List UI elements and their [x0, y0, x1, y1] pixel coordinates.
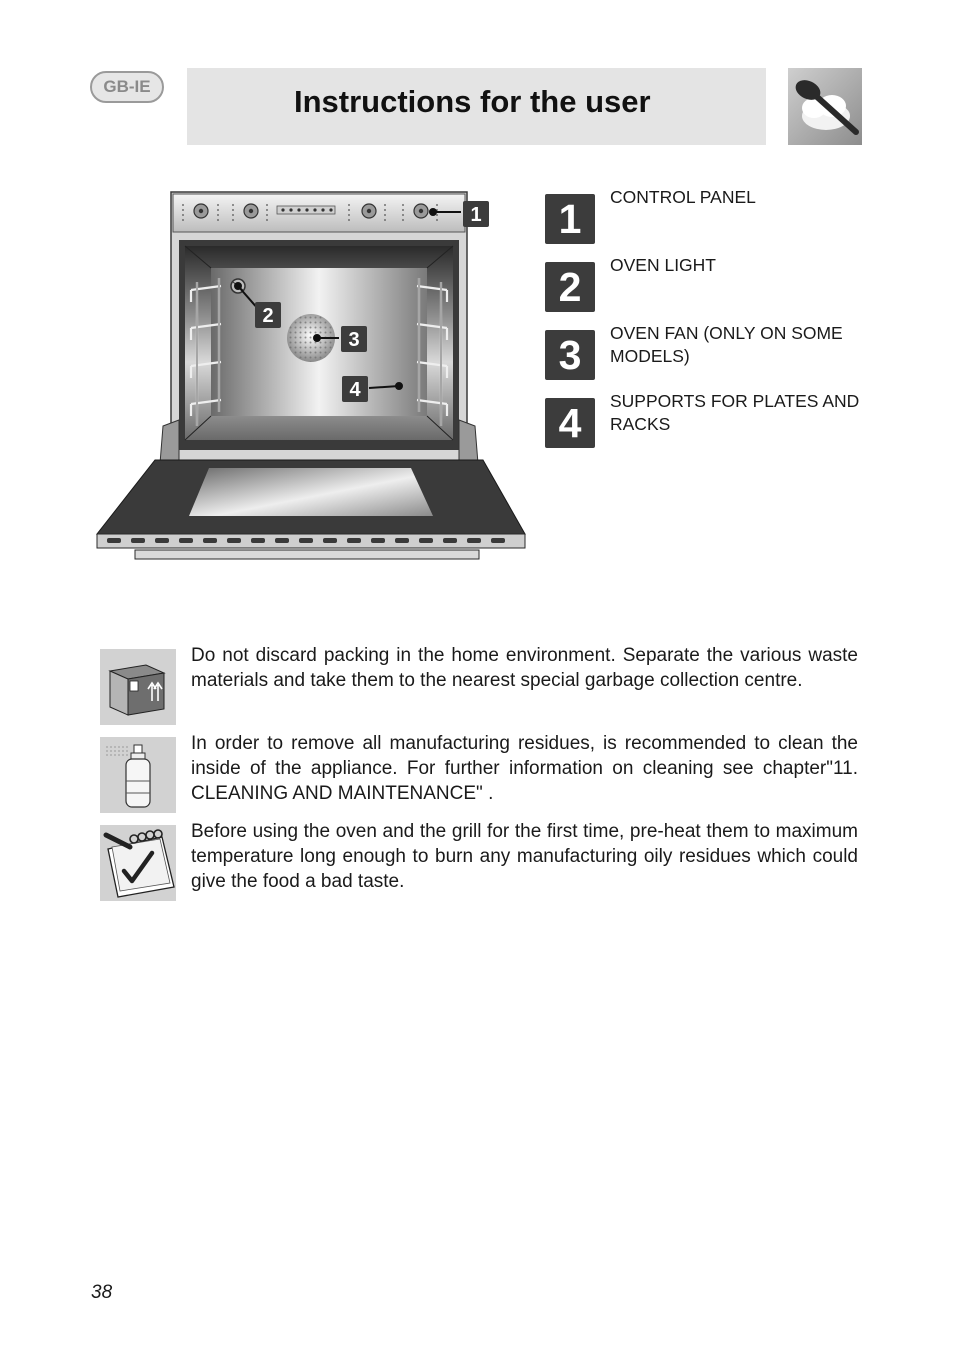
legend-item-supports [545, 390, 865, 444]
legend-label: OVEN LIGHT [610, 255, 716, 275]
note-text: In order to remove all manufacturing residues, is recommended to clean the inside of the appliance. For further information on cleaning see chapter"11. CLEANING AND MAINTENANCE" . [191, 733, 858, 804]
notepad-check-icon [100, 825, 176, 901]
legend-item-oven-light [545, 254, 865, 308]
legend-item-oven-fan [545, 322, 865, 376]
callout-2: 2 [262, 305, 274, 327]
legend-number: 2 [545, 262, 595, 312]
page-number: 38 [91, 1282, 113, 1303]
spray-can-icon [100, 737, 176, 813]
title-band [187, 68, 766, 145]
legend-number: 3 [545, 330, 595, 380]
oven-door [97, 460, 525, 559]
callout-4: 4 [349, 379, 361, 401]
legend-item-control-panel [545, 186, 865, 240]
recycle-box-icon [100, 649, 176, 725]
legend-number: 4 [545, 398, 595, 448]
oven-illustration [93, 190, 529, 575]
note-text: Before using the oven and the grill for the first time, pre-heat them to maximum temperature long enough to burn any manufacturing oily residues which could give the food a bad taste. [191, 821, 858, 892]
language-badge: GB-IE [90, 71, 164, 103]
note-text: Do not discard packing in the home environment. Separate the various waste materials and take them to the nearest special garbage collection centre. [191, 645, 858, 691]
page-title: Instructions for the user [294, 84, 651, 119]
chef-spoon-icon [788, 68, 862, 145]
callout-1: 1 [470, 204, 482, 226]
control-panel [173, 194, 465, 232]
callout-3: 3 [348, 329, 360, 351]
legend-label: SUPPORTS FOR PLATES AND RACKS [610, 391, 860, 434]
legend-number: 1 [545, 194, 595, 244]
legend-label: OVEN FAN (ONLY ON SOME MODELS) [610, 323, 843, 366]
legend-label: CONTROL PANEL [610, 187, 756, 207]
